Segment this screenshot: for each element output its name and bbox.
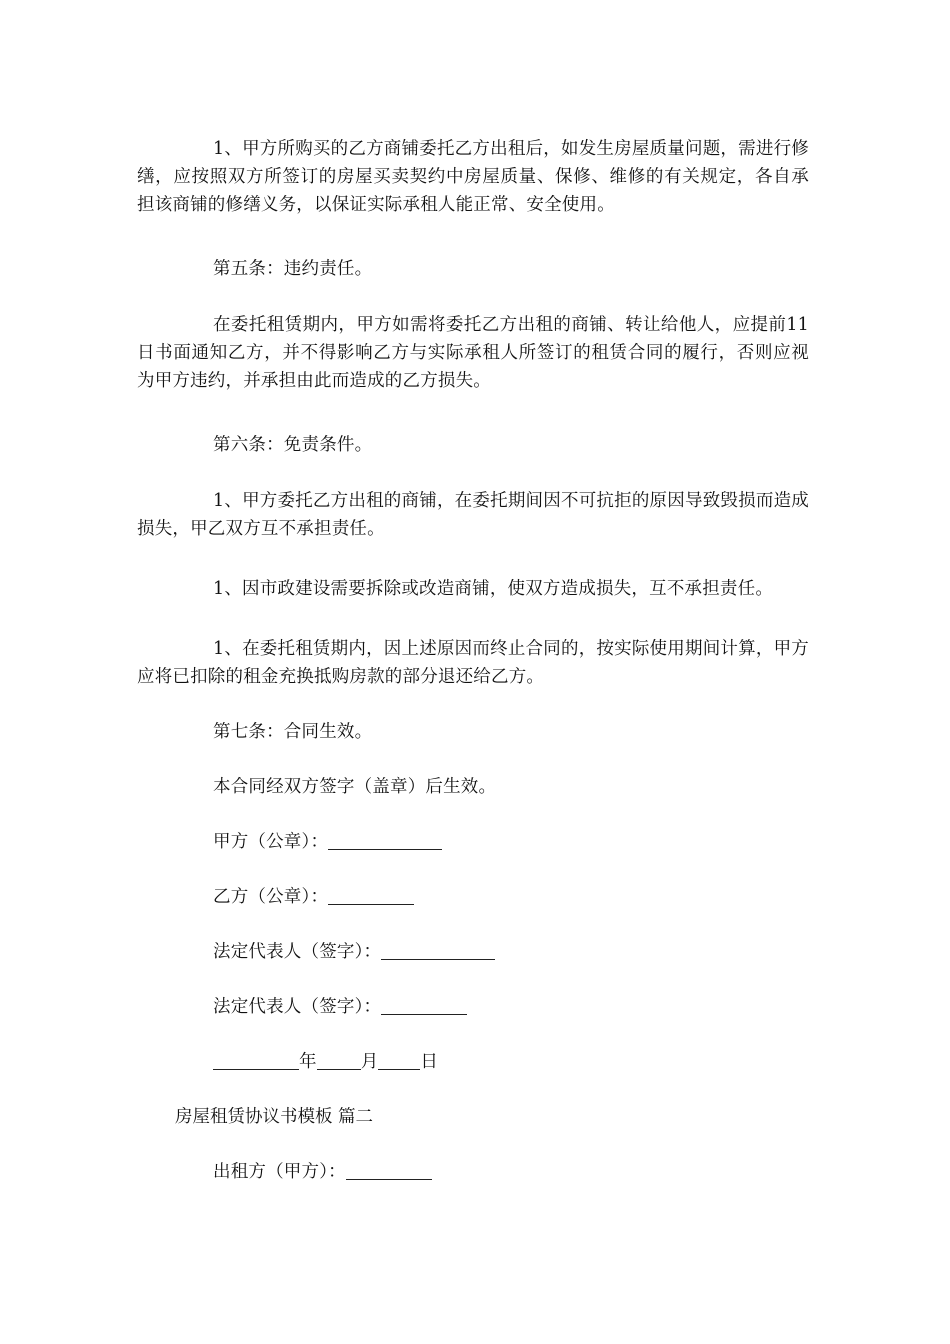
article-6-heading: 第六条：免责条件。 <box>213 435 373 455</box>
signature-party-b-label: 乙方（公章）： <box>213 887 329 907</box>
article-7-paragraph: 本合同经双方签字（盖章）后生效。 <box>213 777 497 797</box>
lessor-party-a-label: 出租方（甲方）： <box>213 1162 346 1182</box>
signature-representative-1-blank[interactable] <box>381 941 495 960</box>
signature-party-b-blank[interactable] <box>328 886 414 905</box>
signature-party-a <box>213 828 442 856</box>
section-2-title: 房屋租赁协议书模板 篇二 <box>175 1107 374 1127</box>
date-year-blank[interactable] <box>213 1051 299 1070</box>
article-5-paragraph: 在委托租赁期内，甲方如需将委托乙方出租的商铺、转让给他人，应提前11日书面通知乙方，并不得影响乙方与实际承租人所签订的租赁合同的履行，否则应视为甲方违约，并承担由此而造成的乙方损失。 <box>137 315 809 391</box>
signature-party-a-label: 甲方（公章）： <box>213 832 329 852</box>
signature-date <box>213 1048 438 1076</box>
lessor-party-a-blank[interactable] <box>346 1161 432 1180</box>
date-day-label: 日 <box>420 1052 439 1072</box>
article-5-heading: 第五条：违约责任。 <box>213 259 373 279</box>
signature-representative-2-blank[interactable] <box>381 996 467 1015</box>
signature-party-b <box>213 883 414 911</box>
signature-representative-2 <box>213 993 467 1021</box>
signature-party-a-blank[interactable] <box>328 831 442 850</box>
lessor-party-a <box>213 1158 432 1186</box>
article-6-item-force-majeure: 1、甲方委托乙方出租的商铺，在委托期间因不可抗拒的原因导致毁损而造成损失，甲乙双方互不承担责任。 <box>137 491 809 539</box>
date-day-blank[interactable] <box>378 1051 420 1070</box>
date-year-label: 年 <box>299 1052 317 1072</box>
article-6-item-termination: 1、在委托租赁期内，因上述原因而终止合同的，按实际使用期间计算，甲方应将已扣除的租金充换抵购房款的部分退还给乙方。 <box>137 639 809 687</box>
signature-representative-2-label: 法定代表人（签字）： <box>213 997 382 1017</box>
date-month-label: 月 <box>360 1052 379 1072</box>
clause-repair-paragraph: 1、甲方所购买的乙方商铺委托乙方出租后，如发生房屋质量问题，需进行修缮，应按照双方所签订的房屋买卖契约中房屋质量、保修、维修的有关规定，各自承担该商铺的修缮义务，以保证实际承租人能正常、安全使用。 <box>137 139 809 215</box>
date-month-blank[interactable] <box>317 1051 361 1070</box>
article-6-item-municipal: 1、因市政建设需要拆除或改造商铺，使双方造成损失，互不承担责任。 <box>213 579 774 599</box>
article-7-heading: 第七条：合同生效。 <box>213 722 373 742</box>
signature-representative-1 <box>213 938 495 966</box>
signature-representative-1-label: 法定代表人（签字）： <box>213 942 382 962</box>
